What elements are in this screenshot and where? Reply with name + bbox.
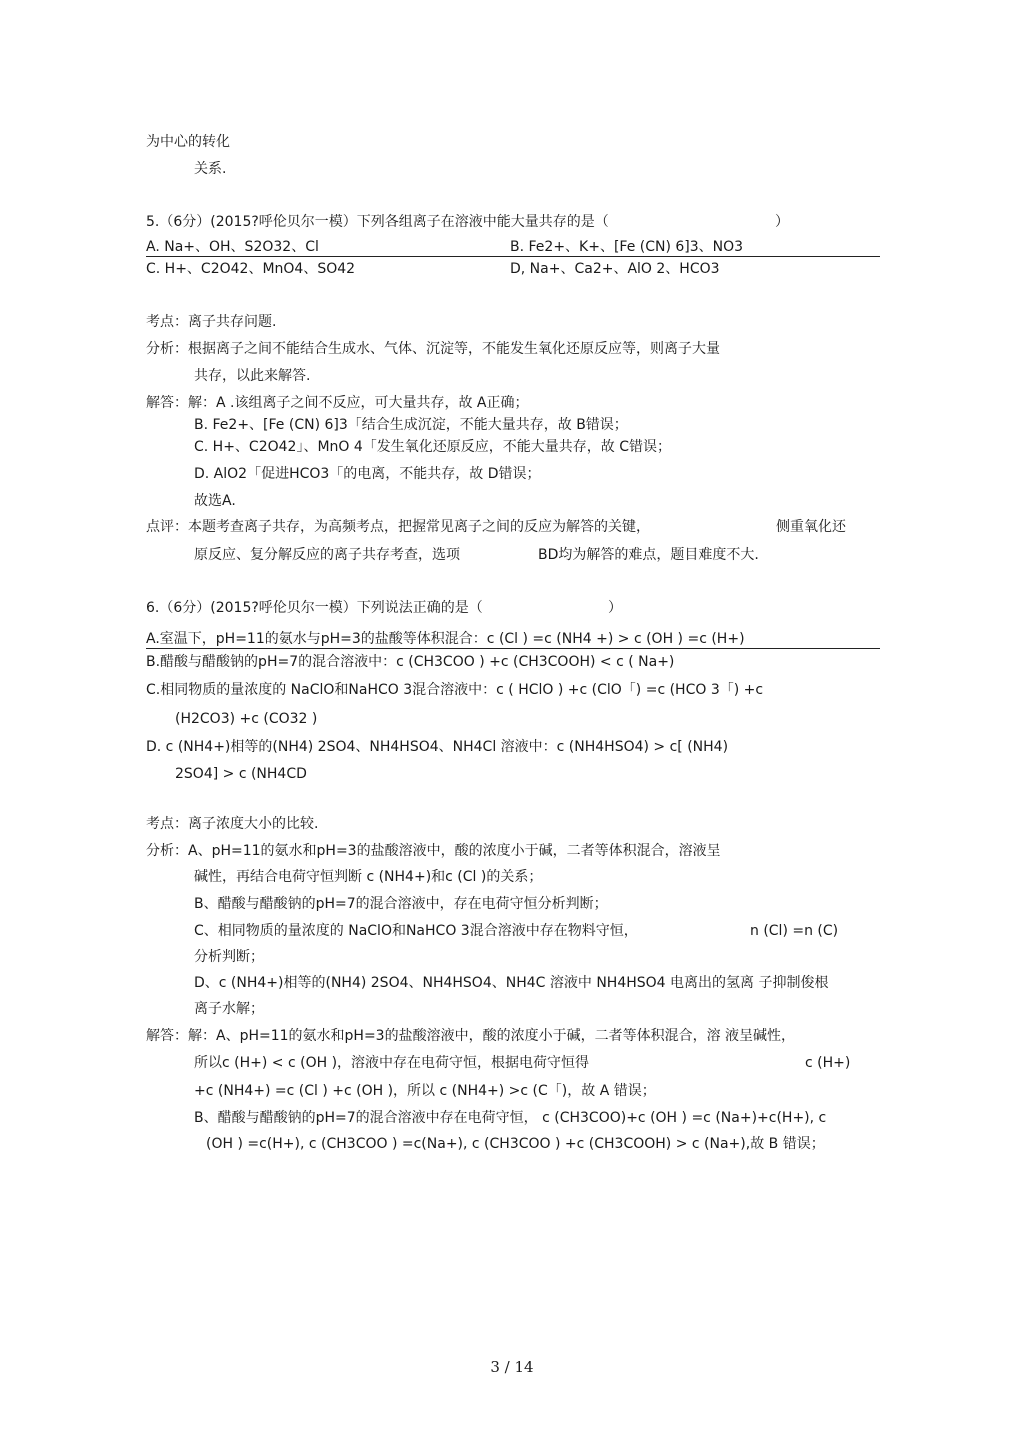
text-line: B. Fe2+、K+、[Fe (CN) 6]3、NO3 xyxy=(510,239,744,255)
text-line: B.醋酸与醋酸钠的pH=7的混合溶液中：c (CH3COO ) +c (CH3COOH) < c ( Na+) xyxy=(146,654,675,670)
text-line: B、醋酸与醋酸钠的pH=7的混合溶液中，存在电荷守恒分析判断； xyxy=(194,896,608,912)
text-line: C. H+、C2O42、MnO4、SO42 xyxy=(146,261,356,277)
page-number: 3 / 14 xyxy=(490,1358,534,1376)
text-line: 解答：解：A、pH=11的氨水和pH=3的盐酸溶液中，酸的浓度小于碱，二者等体积混合，溶 液呈碱性， xyxy=(146,1028,796,1044)
text-line: (H2CO3) +c (CO32 ) xyxy=(175,711,318,727)
text-line: B、醋酸与醋酸钠的pH=7的混合溶液中存在电荷守恒， c (CH3COO)+c (OH ) =c (Na+)+c(H+), c xyxy=(194,1110,827,1126)
text-line: D. AlO2「促进HCO3「的电离，不能共存，故 D错误； xyxy=(194,466,541,482)
text-line: C.相同物质的量浓度的 NaClO和NaHCO 3混合溶液中：c ( HClO ) +c (ClO「) =c (HCO 3「) +c xyxy=(146,682,764,698)
text-line: +c (NH4+) =c (Cl ) +c (OH )，所以 c (NH4+) >c (C「)，故 A 错误； xyxy=(194,1083,656,1099)
text-line: 离子水解； xyxy=(194,1001,264,1017)
text-line: 为中心的转化 xyxy=(146,134,230,150)
text-line: 点评：本题考查离子共存，为高频考点，把握常见离子之间的反应为解答的关键， xyxy=(146,519,650,535)
text-line: 考点：离子浓度大小的比较. xyxy=(146,816,319,832)
text-line: A.室温下，pH=11的氨水与pH=3的盐酸等体积混合：c (Cl ) =c (NH4 +) > c (OH ) =c (H+) xyxy=(146,631,745,647)
text-line: A. Na+、OH、S2O32、Cl xyxy=(146,239,319,255)
text-line: 分析：A、pH=11的氨水和pH=3的盐酸溶液中，酸的浓度小于碱，二者等体积混合，溶液呈 xyxy=(146,843,721,859)
text-line: C、相同物质的量浓度的 NaClO和NaHCO 3混合溶液中存在物料守恒， xyxy=(194,923,638,939)
text-line: B. Fe2+、[Fe (CN) 6]3「结合生成沉淀，不能大量共存，故 B错误； xyxy=(194,417,628,433)
text-line: 分析：根据离子之间不能结合生成水、气体、沉淀等，不能发生氧化还原反应等，则离子大量 xyxy=(146,341,720,357)
text-line: 6.（6分）(2015?呼伦贝尔一模）下列说法正确的是（ xyxy=(146,600,483,616)
text-line: 侧重氧化还 xyxy=(776,519,846,535)
text-line: D. c (NH4+)相等的(NH4) 2SO4、NH4HSO4、NH4Cl 溶液中：c (NH4HSO4) > c[ (NH4) xyxy=(146,739,729,755)
text-line: BD均为解答的难点，题目难度不大. xyxy=(538,547,759,563)
text-line: ） xyxy=(775,214,789,230)
text-line: D, Na+、Ca2+、AlO 2、HCO3 xyxy=(510,261,720,277)
text-line: 考点：离子共存问题. xyxy=(146,314,277,330)
text-line: 所以c (H+) < c (OH )，溶液中存在电荷守恒，根据电荷守恒得 xyxy=(194,1055,590,1071)
text-line: 关系. xyxy=(194,161,227,177)
text-line: 共存，以此来解答. xyxy=(194,368,311,384)
text-line: ） xyxy=(608,600,622,616)
option-divider xyxy=(146,256,880,257)
text-line: 原反应、复分解反应的离子共存考查，选项 xyxy=(194,547,460,563)
text-line: 分析判断； xyxy=(194,949,264,965)
text-line: 2SO4] > c (NH4CD xyxy=(175,766,307,782)
text-line: 5.（6分）(2015?呼伦贝尔一模）下列各组离子在溶液中能大量共存的是（ xyxy=(146,214,609,230)
text-line: 解答：解：A .该组离子之间不反应，可大量共存，故 A正确； xyxy=(146,395,529,411)
option-divider xyxy=(146,648,880,649)
text-line: C. H+、C2O42」、MnO 4「发生氧化还原反应，不能大量共存，故 C错误； xyxy=(194,439,672,455)
text-line: n (Cl) =n (C) xyxy=(750,923,839,939)
text-line: (OH ) =c(H+), c (CH3COO ) =c(Na+), c (CH3COO ) +c (CH3COOH) > c (Na+),故 B 错误； xyxy=(206,1136,825,1152)
text-line: D、c (NH4+)相等的(NH4) 2SO4、NH4HSO4、NH4C 溶液中 NH4HSO4 电离出的氢离 子抑制俊根 xyxy=(194,975,829,991)
text-line: c (H+) xyxy=(805,1055,851,1071)
text-line: 碱性，再结合电荷守恒判断 c (NH4+)和c (Cl )的关系； xyxy=(194,869,543,885)
text-line: 故选A. xyxy=(194,493,236,509)
